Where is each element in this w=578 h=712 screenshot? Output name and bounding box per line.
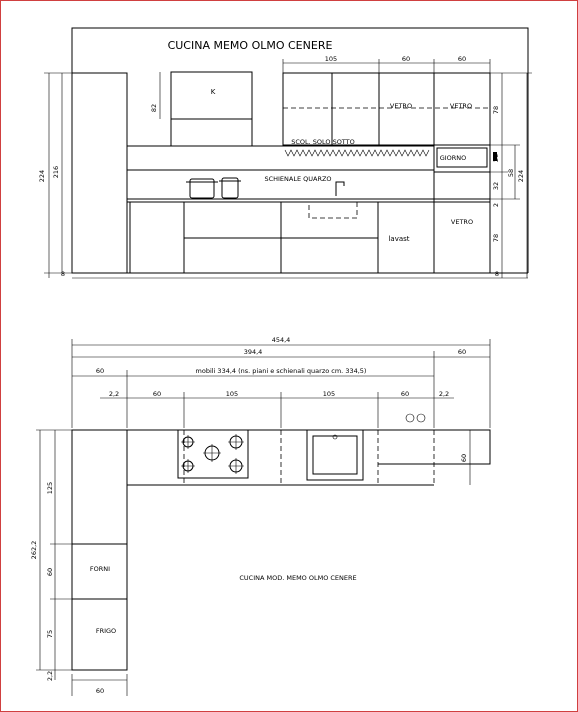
hob-grates xyxy=(181,434,244,474)
sink-hidden xyxy=(309,202,357,218)
label-giorno: GIORNO xyxy=(439,154,467,162)
sink-outline xyxy=(307,430,363,480)
plan-left-125: 125 xyxy=(46,481,54,495)
elevation-view xyxy=(38,28,532,278)
top-dim-60a: 60 xyxy=(401,55,411,63)
right-dim-2: 2 xyxy=(492,202,500,208)
plan-row-dim-5: 60 xyxy=(400,390,410,398)
plan-dim-454: 454,4 xyxy=(271,336,291,344)
plan-depth-60: 60 xyxy=(460,453,468,463)
label-lavast: lavast xyxy=(388,235,410,243)
knob-1 xyxy=(406,414,414,422)
sink-basin xyxy=(313,436,357,474)
right-dim-32: 32 xyxy=(492,181,500,191)
hood-cabinet xyxy=(171,72,252,146)
plan-row-dim-4: 105 xyxy=(322,390,336,398)
left-dim-8: 8 xyxy=(60,270,66,278)
right-dim-26: 26 xyxy=(492,153,500,163)
tall-column xyxy=(72,73,127,273)
label-scol: SCOL. SOLO SOTTO xyxy=(291,138,355,146)
label-vetro-3: VETRO xyxy=(450,218,474,226)
plan-dim-394: 394,4 xyxy=(243,348,263,356)
hood-dim-82: 82 xyxy=(150,103,158,113)
knob-2 xyxy=(417,414,425,422)
plan-bottom-60: 60 xyxy=(95,687,105,695)
plan-row-dim-6: 2,2 xyxy=(438,390,450,398)
right-dim-58: 58 xyxy=(507,168,515,178)
plan-left-total: 262,2 xyxy=(30,540,38,560)
wall-outline xyxy=(72,28,528,273)
plan-left-75: 75 xyxy=(46,629,54,639)
faucet xyxy=(336,182,344,196)
elevation-title: CUCINA MEMO OLMO CENERE xyxy=(167,39,333,52)
left-dim-224: 224 xyxy=(38,169,46,183)
right-dim-224: 224 xyxy=(517,169,525,183)
plan-row-dim-1: 2,2 xyxy=(108,390,120,398)
label-schienale: SCHIENALE QUARZO xyxy=(264,175,332,183)
plan-title: CUCINA MOD. MEMO OLMO CENERE xyxy=(239,574,357,582)
label-k: K xyxy=(210,88,216,96)
label-vetro-2: VETRO xyxy=(449,102,473,110)
plan-row-dim-3: 105 xyxy=(225,390,239,398)
label-vetro-1: VETRO xyxy=(389,102,413,110)
plan-left-2-2: 2,2 xyxy=(46,670,54,682)
right-dim-8: 8 xyxy=(494,270,500,278)
plan-row-dim-2: 60 xyxy=(152,390,162,398)
plan-dim-60-left: 60 xyxy=(95,367,105,375)
right-dim-78a: 78 xyxy=(492,105,500,115)
plan-dim-60-right: 60 xyxy=(457,348,467,356)
left-dim-216: 216 xyxy=(52,165,60,179)
label-frigo: FRIGO xyxy=(95,627,117,635)
plate-rack-zigzag xyxy=(285,150,429,156)
top-dim-60b: 60 xyxy=(457,55,467,63)
plan-mobili-label: mobili 334,4 (ns. piani e schienali quarzo cm. 334,5) xyxy=(195,367,367,375)
label-forni: FORNI xyxy=(89,565,111,573)
plan-view xyxy=(30,336,490,696)
top-dim-105: 105 xyxy=(324,55,338,63)
plan-left-60: 60 xyxy=(46,567,54,577)
right-dim-78b: 78 xyxy=(492,233,500,243)
